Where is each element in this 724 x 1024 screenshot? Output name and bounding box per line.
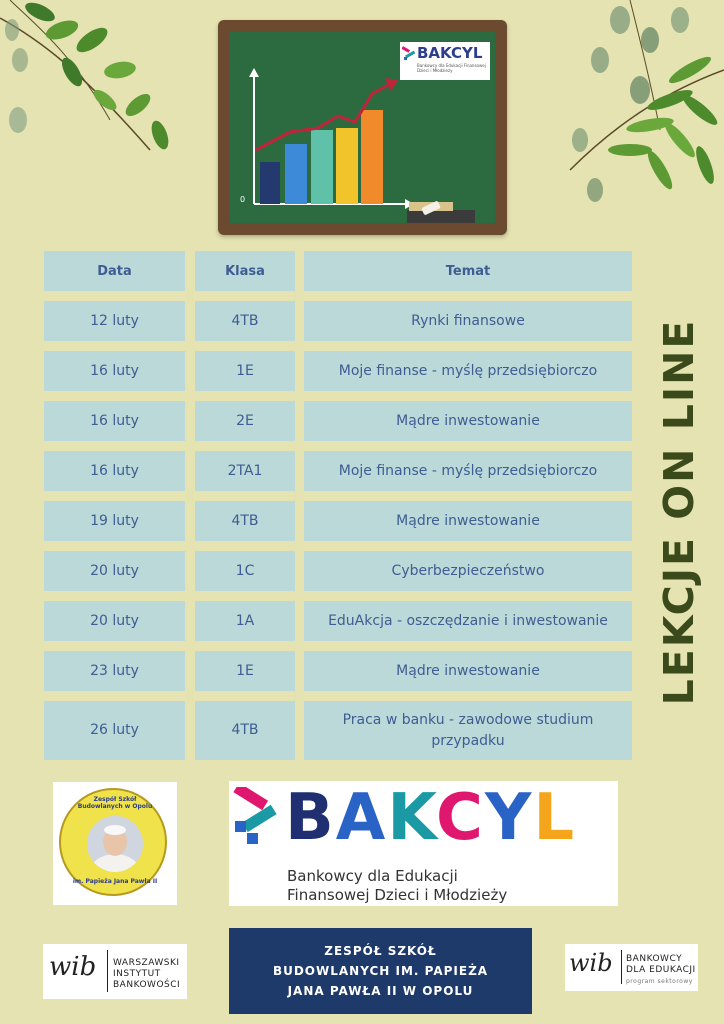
row-7-date: 20 luty <box>44 601 185 641</box>
row-5-topic: Mądre inwestowanie <box>304 501 632 541</box>
row-2-class: 1E <box>195 351 295 391</box>
row-6-date: 20 luty <box>44 551 185 591</box>
seal-bottom-text: im. Papieża Jana Pawła II <box>72 878 158 885</box>
board-bakcyl-logo <box>400 42 490 80</box>
leaves-top-right-decoration <box>540 0 724 230</box>
row-3-date: 16 luty <box>44 401 185 441</box>
axis-origin-label: 0 <box>240 195 246 204</box>
side-title: LEKCJE ON LINE <box>655 318 703 706</box>
bakcyl-wordmark <box>285 783 576 853</box>
board-logo-title: BAKCYL <box>417 44 483 62</box>
row-8-date: 23 luty <box>44 651 185 691</box>
board-logo-subtitle: Bankowcy dla Edukacji Finansowej Dzieci i Młodzieży <box>417 63 486 73</box>
wib-mark: wib <box>49 952 97 982</box>
row-5-date: 19 luty <box>44 501 185 541</box>
bde-mark: wib <box>569 949 613 977</box>
row-2-topic: Moje finanse - myślę przedsiębiorczo <box>304 351 632 391</box>
chalkboard-illustration <box>218 20 507 235</box>
row-6-class: 1C <box>195 551 295 591</box>
bakcyl-letter-k: K <box>387 781 437 855</box>
row-9-class: 4TB <box>195 701 295 760</box>
row-7-topic: EduAkcja - oszczędzanie i inwestowanie <box>304 601 632 641</box>
bakcyl-logo <box>229 781 618 906</box>
bakcyl-letter-y: Y <box>485 781 534 855</box>
school-name: ZESPÓŁ SZKÓŁ BUDOWLANYCH IM. PAPIEŻA JANA PAWŁA II W OPOLU <box>272 944 489 998</box>
bde-name <box>626 954 696 987</box>
row-6-topic: Cyberbezpieczeństwo <box>304 551 632 591</box>
row-8-topic: Mądre inwestowanie <box>304 651 632 691</box>
bakcyl-subtitle-line-2: Finansowej Dzieci i Młodzieży <box>287 886 508 904</box>
header-topic: Temat <box>304 251 632 291</box>
row-4-topic: Moje finanse - myślę przedsiębiorczo <box>304 451 632 491</box>
bakcyl-letter-a: A <box>335 781 388 855</box>
bakcyl-mark-icon <box>402 46 418 62</box>
bankowcy-dla-edukacji-logo <box>565 944 698 991</box>
bakcyl-letter-c: C <box>436 781 485 855</box>
row-2-date: 16 luty <box>44 351 185 391</box>
bde-divider <box>621 950 622 984</box>
row-1-class: 4TB <box>195 301 295 341</box>
seal-ring <box>59 788 167 896</box>
chalkboard-surface <box>230 32 495 223</box>
wib-divider <box>107 950 108 992</box>
wib-line-1: WARSZAWSKI <box>113 958 180 968</box>
wib-line-2: INSTYTUT <box>113 969 161 979</box>
row-1-date: 12 luty <box>44 301 185 341</box>
row-9-date: 26 luty <box>44 701 185 760</box>
bde-tagline: program sektorowy <box>626 978 693 985</box>
row-5-class: 4TB <box>195 501 295 541</box>
row-1-topic: Rynki finansowe <box>304 301 632 341</box>
header-date: Data <box>44 251 185 291</box>
wib-logo <box>43 944 187 999</box>
row-3-topic: Mądre inwestowanie <box>304 401 632 441</box>
row-9-topic: Praca w banku - zawodowe studium przypadku <box>304 701 632 760</box>
wib-line-3: BANKOWOŚCI <box>113 980 181 990</box>
bakcyl-subtitle-line-1: Bankowcy dla Edukacji <box>287 867 458 885</box>
row-7-class: 1A <box>195 601 295 641</box>
school-name-box <box>229 928 532 1014</box>
bakcyl-mark-icon <box>232 787 280 851</box>
seal-top-text: Zespół Szkół Budowlanych w Opolu <box>77 796 153 810</box>
eraser <box>407 210 475 223</box>
bakcyl-letter-b: B <box>285 781 336 855</box>
wib-name <box>113 958 180 991</box>
bde-line-2: DLA EDUKACJI <box>626 965 696 975</box>
row-4-date: 16 luty <box>44 451 185 491</box>
row-8-class: 1E <box>195 651 295 691</box>
header-class: Klasa <box>195 251 295 291</box>
bde-line-1: BANKOWCY <box>626 954 683 964</box>
school-seal-logo <box>53 782 177 905</box>
row-3-class: 2E <box>195 401 295 441</box>
pope-portrait <box>87 816 143 872</box>
bakcyl-letter-l: L <box>533 781 577 855</box>
leaves-top-left-decoration <box>0 0 190 160</box>
bakcyl-subtitle <box>287 867 507 905</box>
row-4-class: 2TA1 <box>195 451 295 491</box>
